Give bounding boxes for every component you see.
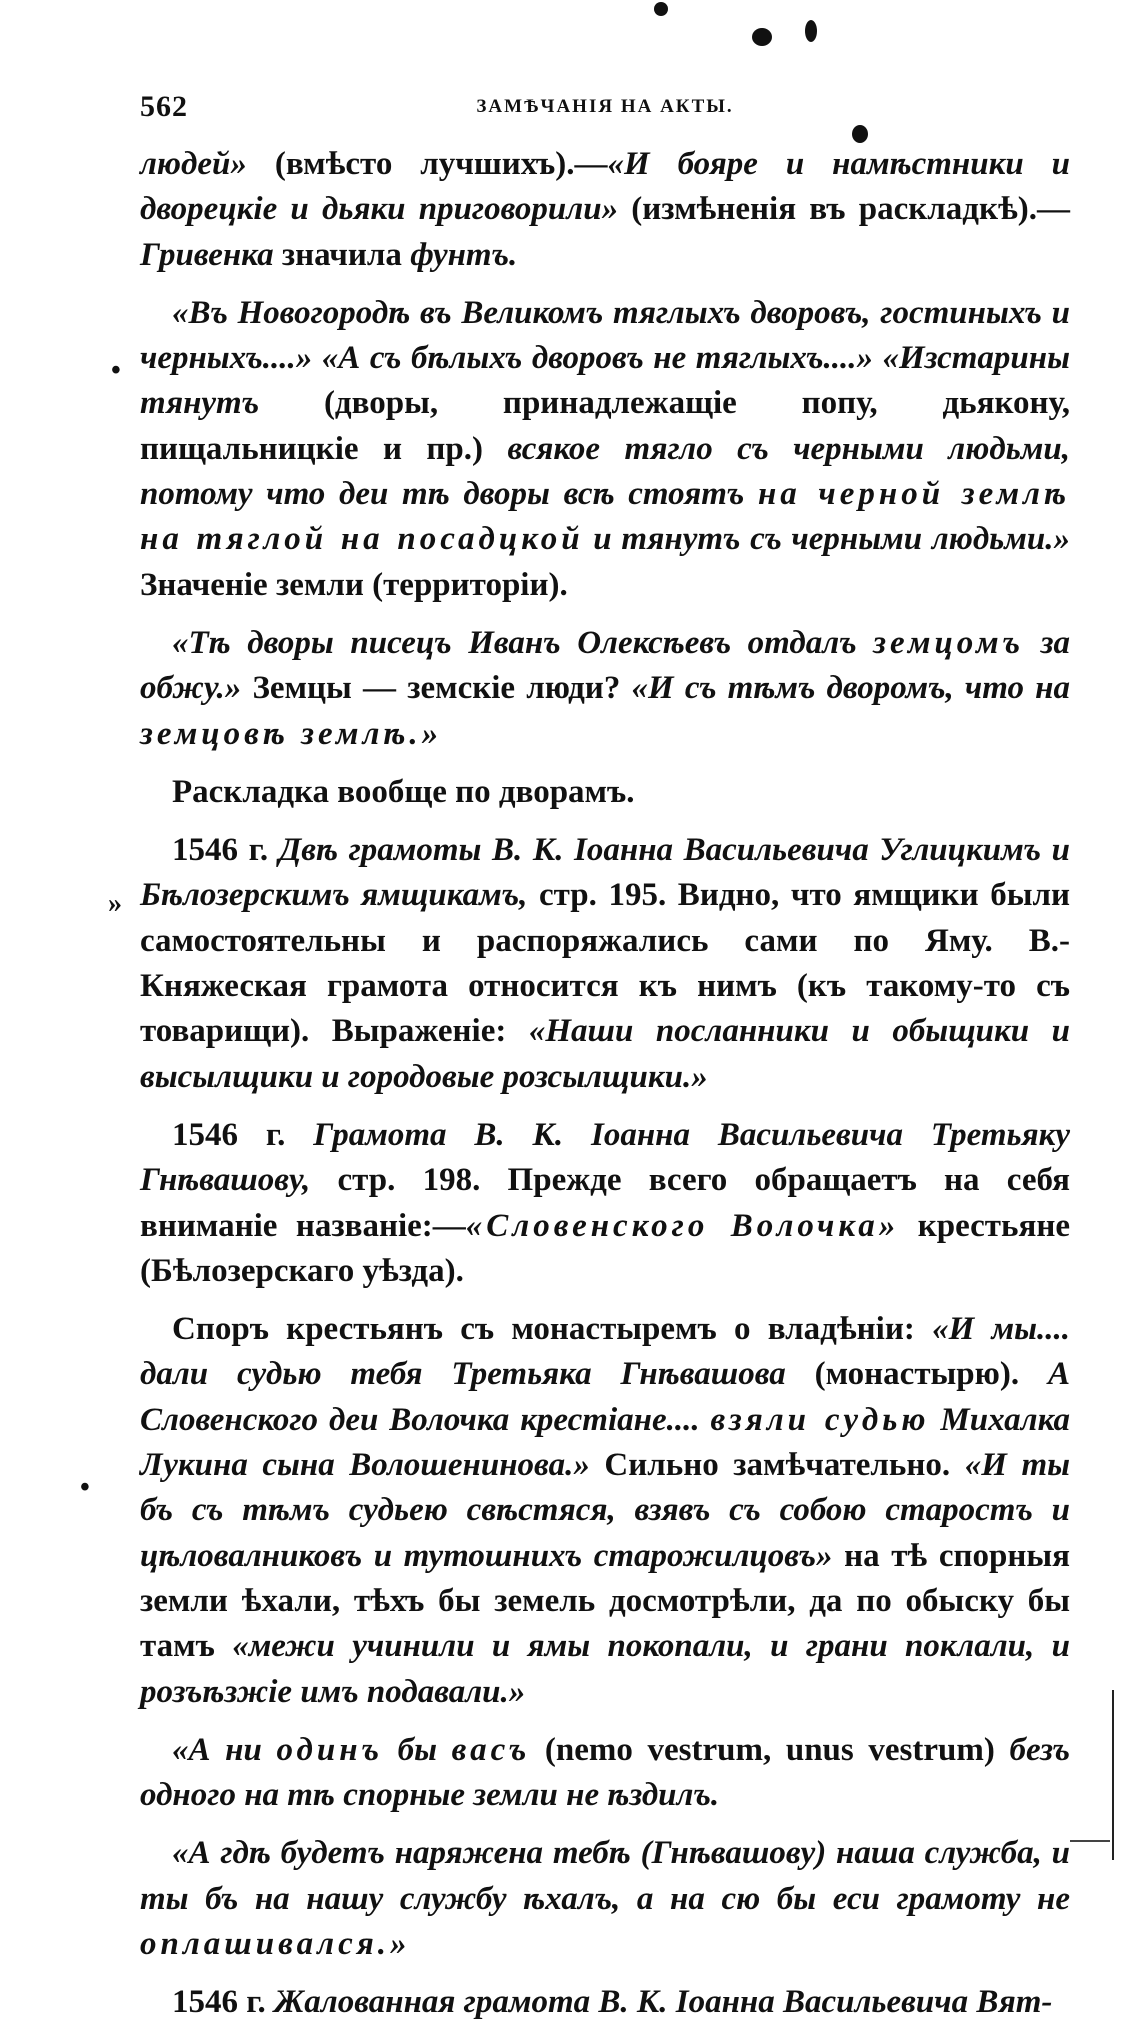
paragraph [140, 142, 1070, 278]
paragraph [140, 1980, 1070, 2025]
text-segment: 1546 г. [172, 832, 279, 869]
italic-text-segment: и тянутъ съ черными людьми.» [583, 521, 1070, 558]
text-segment: (nemo vestrum, unus vestrum) [530, 1731, 1010, 1768]
ink-speck [852, 125, 868, 143]
italic-text-segment: «И бояре и намѣстники и дворецкіе и дьяки приговорили» [140, 146, 1071, 228]
paragraph [140, 1113, 1070, 1294]
text-segment: стр. 198. Прежде всего обращаетъ на себя вниманіе названіе:— [140, 1162, 1070, 1244]
margin-speck-mark: • [80, 1472, 90, 1503]
italic-text-segment: «А ни [172, 1731, 277, 1768]
text-segment: 1546 г. [172, 1116, 314, 1153]
italic-text-segment: А Словенского деи Волочка крестіане.... [140, 1356, 1070, 1438]
text-segment: Раскладка вообще по дворамъ. [172, 773, 635, 810]
margin-rule [1112, 1690, 1114, 1860]
text-segment: (монастырю). [785, 1356, 1048, 1393]
paragraph [140, 291, 1070, 608]
italic-text-segment: оплашивался.» [140, 1925, 411, 1962]
italic-text-segment: «Тѣ дворы писецъ Иванъ Олексѣевъ отдалъ [172, 624, 874, 661]
text-segment: (измѣненія въ раскладкѣ).— [618, 191, 1070, 228]
italic-text-segment: Гривенка [140, 236, 274, 273]
text-segment: (вмѣсто лучшихъ).— [246, 146, 608, 182]
text-segment: 1546 г. [172, 1984, 275, 2021]
text-segment: Споръ крестьянъ съ монастыремъ о владѣніи: [172, 1311, 933, 1348]
italic-text-segment: фунтъ. [410, 236, 518, 273]
italic-text-segment: за обжу.» [140, 624, 1070, 707]
margin-rule [1070, 1840, 1110, 1842]
text-segment: Земцы — земскіе люди? [241, 670, 632, 707]
paragraph [140, 1307, 1070, 1715]
ink-speck [654, 2, 668, 16]
italic-text-segment: Грамота В. К. Іоанна Васильевича Третьяку Гнѣвашову, [140, 1116, 1070, 1199]
book-page [140, 80, 1071, 2021]
text-segment: крестьяне (Бѣлозерскаго уѣзда). [140, 1207, 1070, 1289]
italic-text-segment: «А гдѣ будетъ наряжена тебѣ (Гнѣвашову) наша служба, и ты бъ на нашу службу ѣхалъ, а на сю бы еси грамоту не [140, 1835, 1070, 1917]
text-segment: (дворы, принадлежащіе попу, дьякону, пищальницкіе и пр.) [140, 385, 1070, 467]
text-segment: Сильно замѣчательно. [589, 1447, 965, 1484]
text-segment: значила [273, 236, 411, 273]
page-number: 562 [140, 90, 188, 123]
running-head: ЗАМѢЧАНІЯ НА АКТЫ. [476, 96, 734, 117]
italic-text-segment: «Словенского Волочка» [465, 1207, 900, 1244]
italic-text-segment: «межи учинили и ямы покопали, и грани поклали, и розъѣзжіе имъ подавали.» [140, 1628, 1070, 1710]
paragraph [140, 621, 1070, 757]
italic-text-segment: «Въ Новогородѣ въ Великомъ тяглыхъ дворовъ, гостиныхъ и черныхъ....» «А съ бѣлыхъ дворовъ не тяглыхъ....» «Изстарины тянутъ [140, 294, 1070, 422]
italic-text-segment: всякое тягло съ черными людьми, потому что деи тѣ дворы всѣ стоятъ [140, 430, 1070, 513]
italic-text-segment: безъ одного на тѣ спорные земли не ѣздилъ. [140, 1731, 1070, 1814]
text-segment: на тѣ спорныя земли ѣхали, тѣхъ бы земель досмотрѣли, да по обыску бы тамъ [140, 1537, 1070, 1665]
ink-speck [805, 20, 817, 42]
italic-text-segment: одинъ [276, 1731, 383, 1768]
paragraph [140, 828, 1070, 1100]
italic-text-segment: васъ [451, 1731, 531, 1768]
text-segment: стр. 195. Видно, что ямщики были самостоятельны и распоряжались сами по Яму. В.-Княжеская грамота относится къ нимъ (къ такому-то съ товарищи). Выраженіе: [140, 877, 1070, 1050]
italic-text-segment: бы [382, 1731, 452, 1768]
italic-text-segment: Двѣ грамоты В. К. Іоанна Васильевича Углицкимъ и Бѣлозерскимъ ямщикамъ, [140, 832, 1070, 914]
italic-text-segment: земцовѣ землѣ.» [140, 715, 443, 752]
page-header [140, 80, 1070, 130]
ink-speck [752, 28, 772, 46]
paragraph [140, 1831, 1070, 1967]
body-text [140, 142, 1070, 2039]
text-segment: Значеніе земли (территоріи). [140, 566, 568, 603]
paragraph [140, 770, 1070, 815]
margin-arrow-mark: » [108, 888, 122, 919]
italic-text-segment: «И мы.... дали судью тебя Третьяка Гнѣвашова [140, 1311, 1070, 1393]
italic-text-segment: «И съ тѣмъ дворомъ, что на [631, 670, 1070, 707]
margin-dot-mark: • [111, 355, 121, 386]
italic-text-segment: людей» [140, 146, 247, 182]
italic-text-segment: на черной землѣ на тяглой на посадцкой [140, 476, 1070, 558]
italic-text-segment: взяли судью [710, 1401, 930, 1438]
italic-text-segment: земцомъ [873, 624, 1025, 661]
italic-text-segment: «И ты бъ съ тѣмъ судьею свѣстяся, взявъ съ собою старостъ и цѣловалниковъ и тутошнихъ старожилцовъ» [140, 1447, 1071, 1574]
italic-text-segment: Михалка Лукина сына Волошенинова.» [140, 1401, 1070, 1484]
paragraph [140, 1728, 1070, 1819]
italic-text-segment: «Наши посланники и обыщики и высылщики и городовые розсылщики.» [140, 1013, 1070, 1095]
italic-text-segment: Жалованная грамота В. К. Іоанна Васильевича Вят- [274, 1984, 1053, 2021]
